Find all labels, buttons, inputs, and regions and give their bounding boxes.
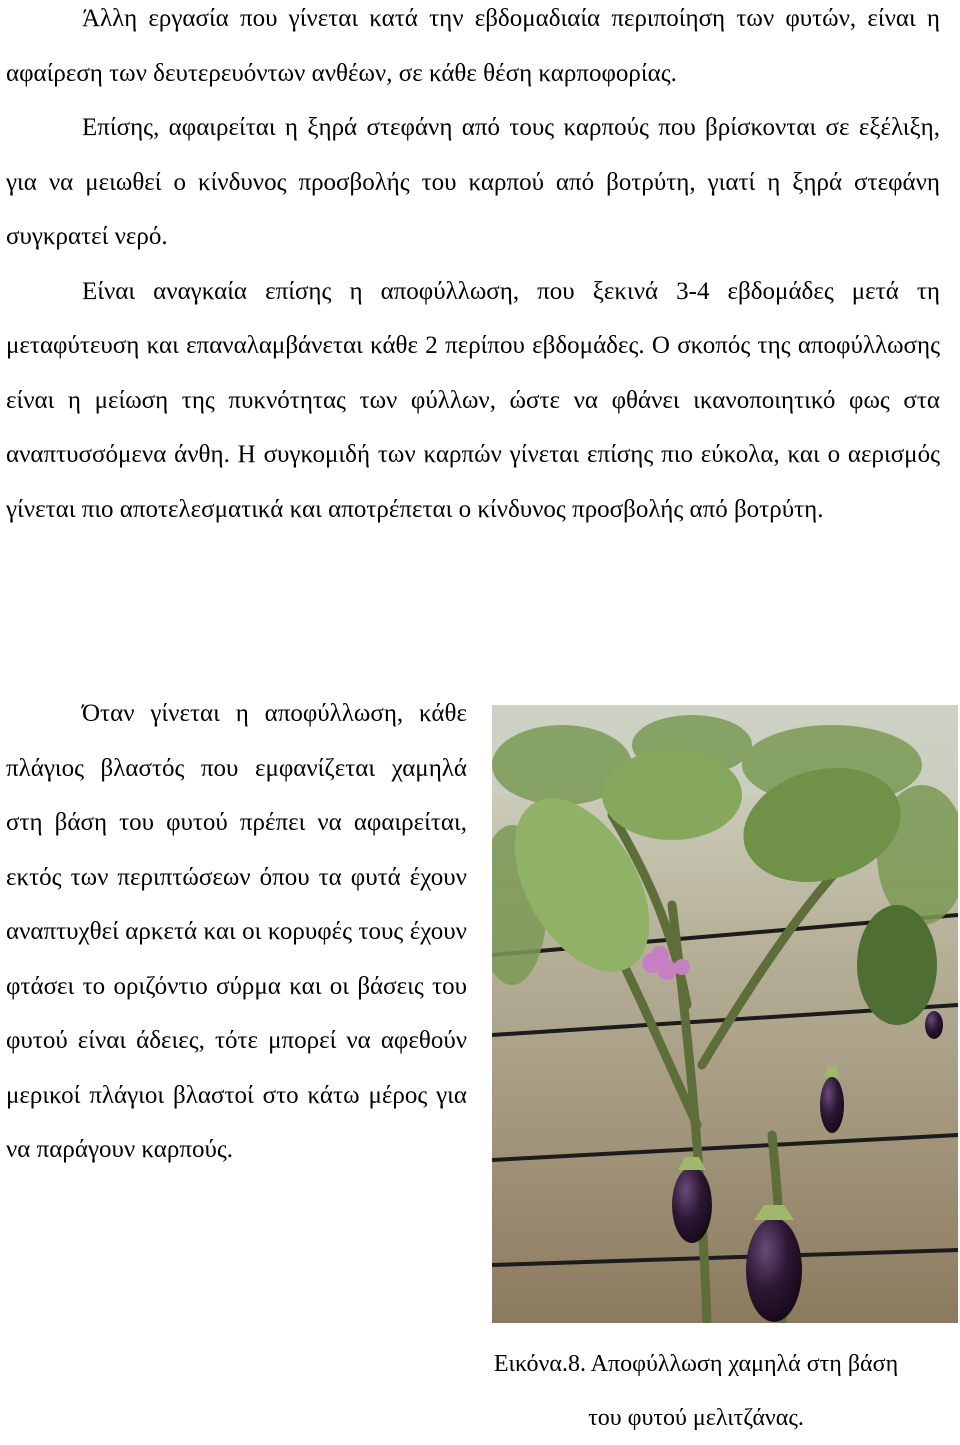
paragraph-side-shoots: Όταν γίνεται η αποφύλλωση, κάθε πλάγιος βλαστός που εμφανίζεται χαμηλά στη βάση του φυτού πρέπει να αφαιρείται, εκτός των περιπτώσεων όπου τα φυτά έχουν αναπτυχθεί αρκετά και οι κορυφές τους έχουν φτάσει το οριζόντιο σύρμα και οι βάσεις του φυτού είναι άδειες, τότε μπορεί να αφεθούν μερικοί πλάγιοι βλαστοί στο κάτω μέρος για να παράγουν καρπούς. — [6, 700, 467, 1163]
eggplant-illustration — [492, 705, 958, 1323]
document-page — [6, 0, 940, 537]
figure-caption: Εικόνα.8. Αποφύλλωση χαμηλά στη βάση του φυτού μελιτζάνας. — [493, 1351, 899, 1431]
eggplant-photo — [492, 705, 958, 1323]
paragraph-secondary-flowers: Άλλη εργασία που γίνεται κατά την εβδομαδιαία περιποίηση των φυτών, είναι η αφαίρεση των δευτερευόντων ανθέων, σε κάθε θέση καρποφορίας. — [6, 5, 940, 87]
paragraph-defoliation: Είναι αναγκαία επίσης η αποφύλλωση, που ξεκινά 3-4 εβδομάδες μετά τη μεταφύτευση και επαναλαμβάνεται κάθε 2 περίπου εβδομάδες. Ο σκοπός της αποφύλλωσης είναι η μείωση της πυκνότητας των φύλλων, ώστε να φθάνει ικανοποιητικό φως στα αναπτυσσόμενα άνθη. Η συγκομιδή των καρπών γίνεται επίσης πιο εύκολα, και ο αερισμός γίνεται πιο αποτελεσματικά και αποτρέπεται ο κίνδυνος προσβολής από βοτρύτη. — [6, 277, 940, 523]
paragraph-dry-crown: Επίσης, αφαιρείται η ξηρά στεφάνη από τους καρπούς που βρίσκονται σε εξέλιξη, για να μειωθεί ο κίνδυνος προσβολής του καρπού από βοτρύτη, γιατί η ξηρά στεφάνη συγκρατεί νερό. — [6, 114, 940, 250]
